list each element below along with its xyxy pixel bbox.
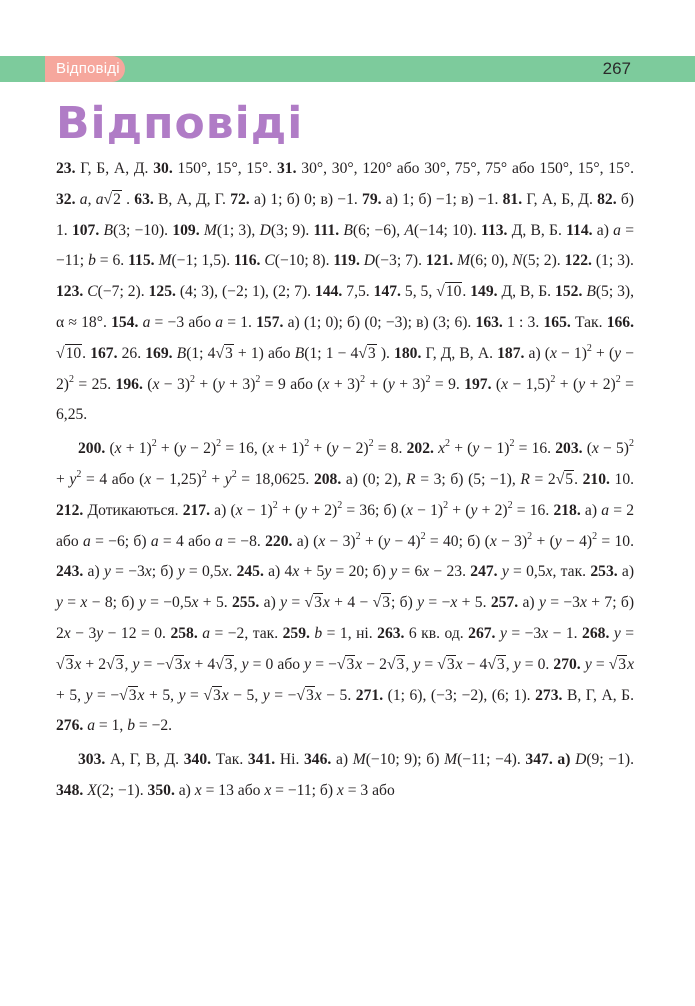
page-number: 267 <box>602 59 631 78</box>
answers-section <box>56 154 634 807</box>
section-label: Відповіді <box>56 60 120 77</box>
answers-paragraph-1: 23. Г, Б, А, Д. 30. 150°, 15°, 15°. 31. 30°, 30°, 120° або 30°, 75°, 75° або 150°, 15°, 15°. 32. а, а√2 . 63. В, А, Д, Г. 72. а) 1; б) 0; в) −1. 79. а) 1; б) −1; в) −1. 81. Г, А, Б, Д. 82. б) 1. 107. B(3; −10). 109. M(1; 3), D(3; 9). 111. B(6; −6), A(−14; 10). 113. Д, В, Б. 114. а) a = −11; b = 6. 115. M(−1; 1,5). 116. C(−10; 8). 119. D(−3; 7). 121. M(6; 0), N(5; 2). 122. (1; 3). 123. C(−7; 2). 125. (4; 3), (−2; 1), (2; 7). 144. 7,5. 147. 5, 5, √10. 149. Д, В, Б. 152. B(5; 3), α ≈ 18°. 154. a = −3 або a = 1. 157. а) (1; 0); б) (0; −3); в) (3; 6). 163. 1 : 3. 165. Так. 166. √10. 167. 26. 169. B(1; 4√3 + 1) або B(1; 1 − 4√3 ). 180. Г, Д, В, А. 187. а) $(x - 1)^2 + (y - 2)^2 = 25$. 196. $(x - 3)^2 + (y + 3)^2 = 9$ або $(x + 3)^2 + (y + 3)^2 = 9$. 197. $(x - 1,5)^2 + (y + 2)^2 = 6,25$. <box>56 160 635 424</box>
page-title: Відповіді <box>56 98 304 149</box>
answers-paragraph-3: 303. А, Г, В, Д. 340. Так. 341. Ні. 346. а) M(−10; 9); б) M(−11; −4). 347. а) D(9; −1). 348. X(2; −1). 350. а) x = 13 або x = −11; б) x = 3 або <box>56 751 634 799</box>
answers-paragraph-2: 200. $(x + 1)^2 + (y - 2)^2 = 16$, $(x + 1)^2 + (y - 2)^2 = 8$. 202. $x^2 + (y - 1)^2 = 16$. 203. $(x - 5)^2 + y^2 = 4$ або $(x - 1,25)^2 + y^2 = 18,0625$. 208. а) (0; 2), R = 3; б) (5; −1), R = 2√5. 210. 10. 212. Дотикаються. 217. а) $(x - 1)^2 + (y + 2)^2 = 36$; б) $(x - 1)^2 + (y + 2)^2 = 16$. 218. а) a = 2 або a = −6; б) a = 4 або a = −8. 220. а) $(x - 3)^2 + (y - 4)^2 = 40$; б) $(x - 3)^2 + (y - 4)^2 = 10$. 243. а) y = −3x; б) y = 0,5x. 245. а) 4x + 5y = 20; б) y = 6x − 23. 247. y = 0,5x, так. 253. а) y = x − 8; б) y = −0,5x + 5. 255. а) y = √3x + 4 − √3; б) y = −x + 5. 257. а) y = −3x + 7; б) 2x − 3y − 12 = 0. 258. a = −2, так. 259. b = 1, ні. 263. 6 кв. од. 267. y = −3x − 1. 268. y = √3x + 2√3, y = −√3x + 4√3, y = 0 або y = −√3x − 2√3, y = √3x − 4√3, y = 0. 270. y = √3x + 5, y = −√3x + 5, y = √3x − 5, y = −√3x − 5. 271. (1; 6), (−3; −2), (6; 1). 273. В, Г, А, Б. 276. a = 1, b = −2. <box>56 438 635 735</box>
